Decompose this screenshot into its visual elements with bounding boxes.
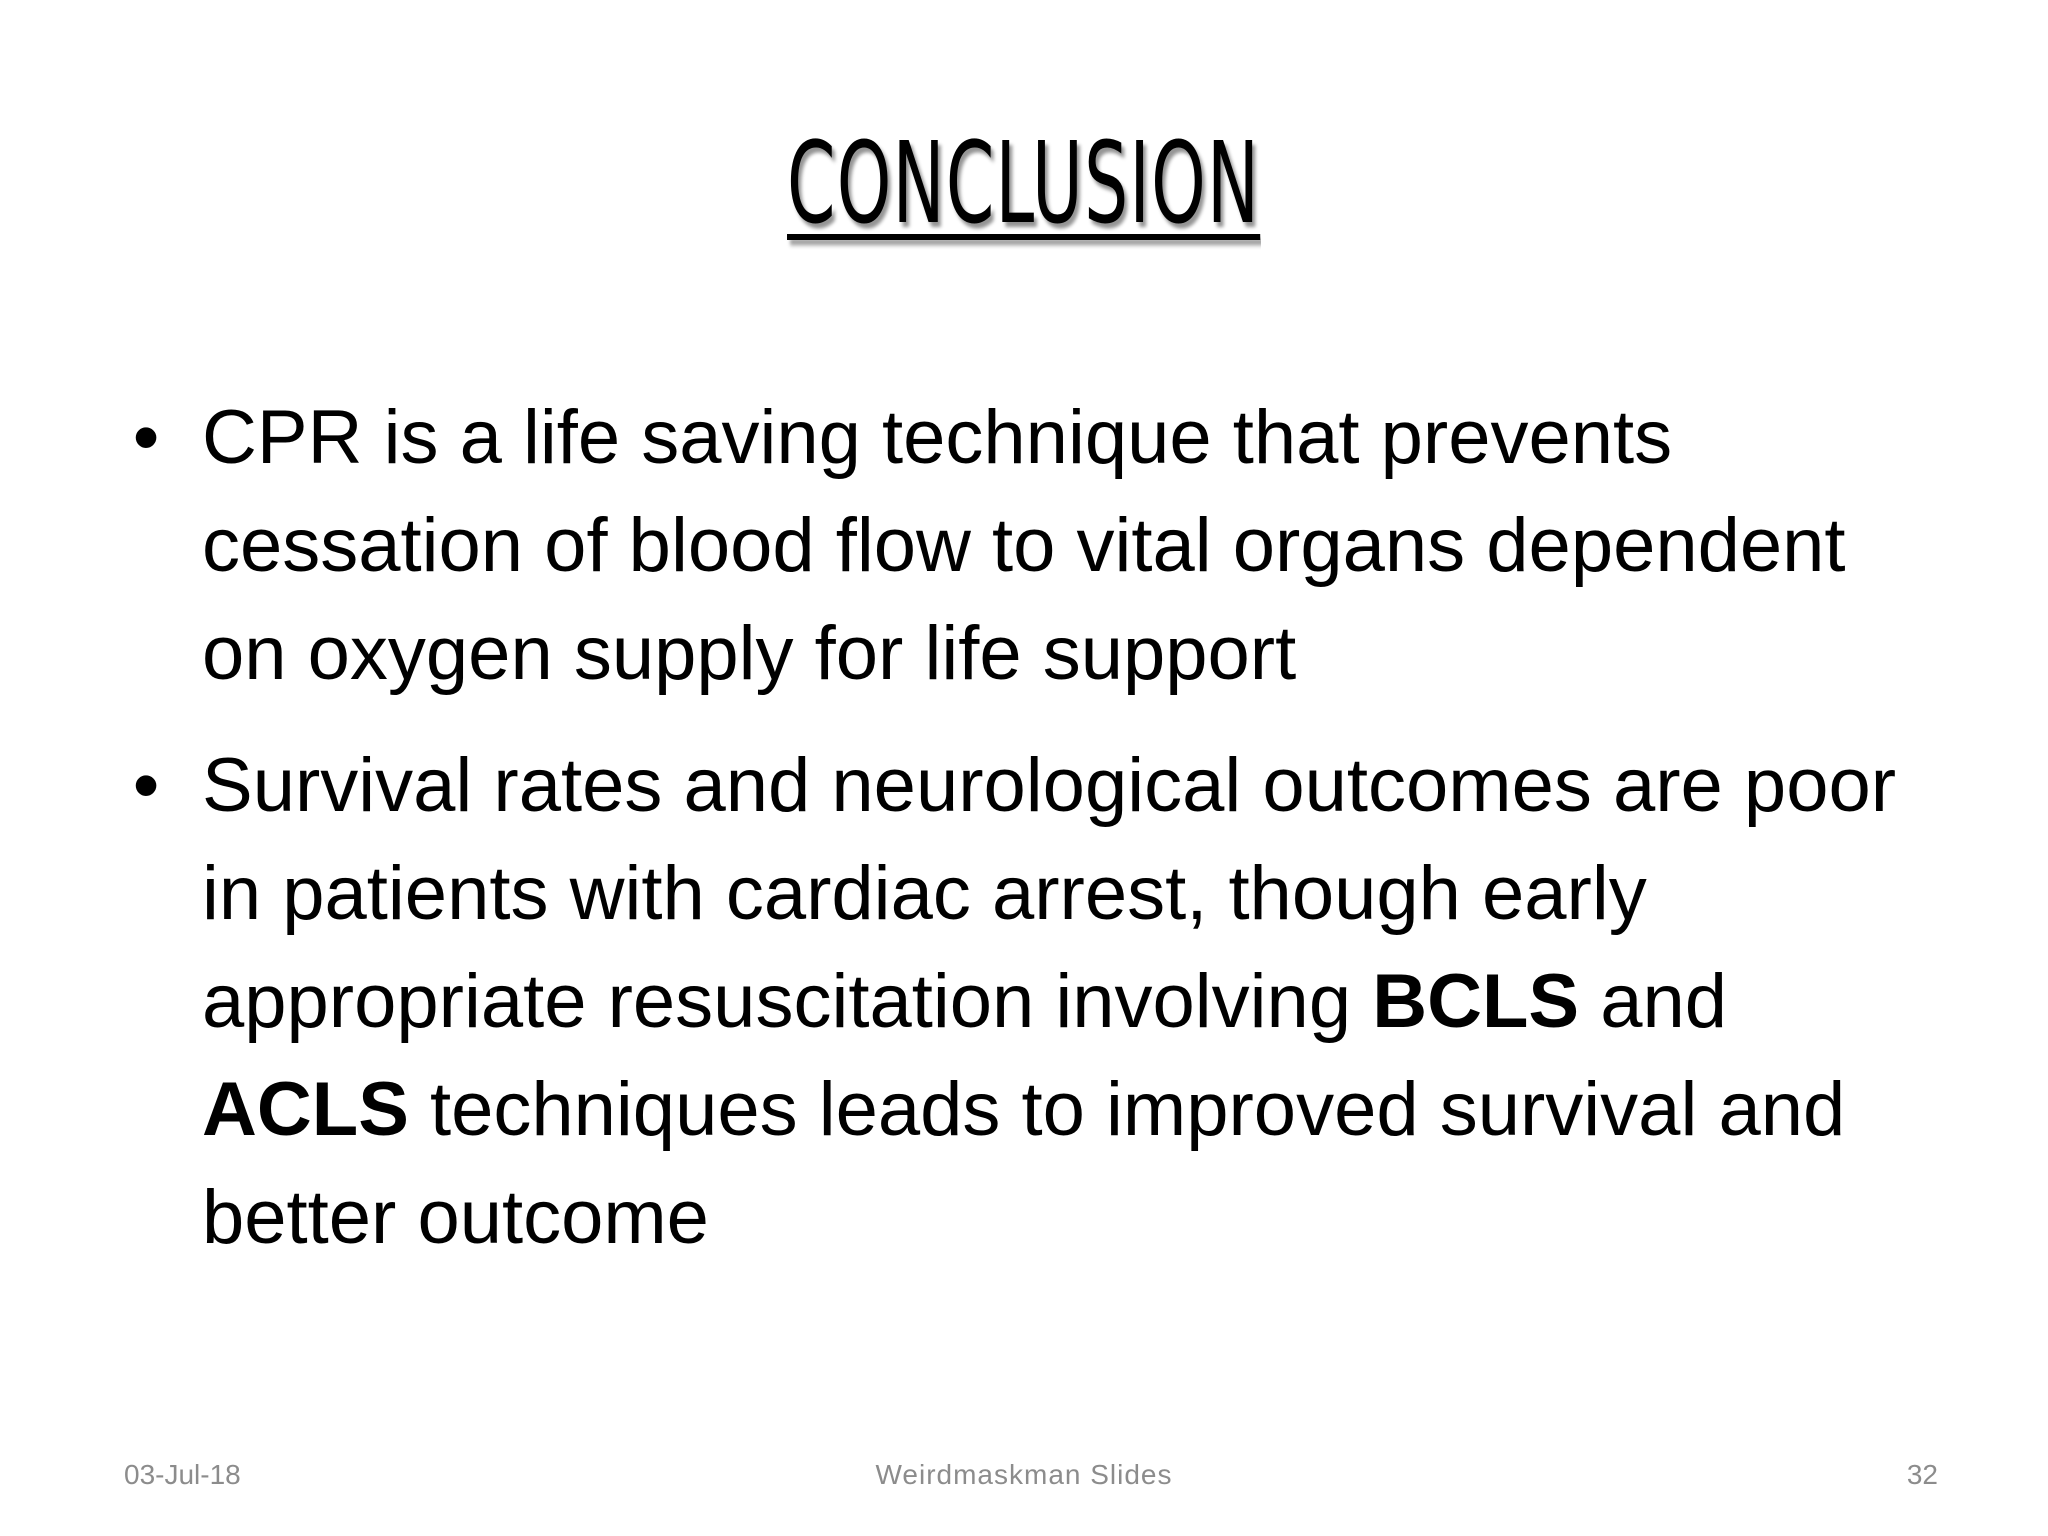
bullet-dot-icon: • (132, 743, 160, 828)
bullet-text-segment: techniques leads to improved survival and better outcome (202, 1067, 1846, 1260)
slide-title-text: CONCLUSION (787, 119, 1261, 249)
bullet-list (126, 384, 1946, 1296)
bullet-text-segment: Survival rates and neurological outcomes are poor in patients with cardiac arrest, though early appropriate resuscitation involving (202, 743, 1897, 1044)
footer-date: 03-Jul-18 (124, 1459, 241, 1490)
bullet-item (126, 732, 1946, 1272)
footer-page-number: 32 (1906, 1459, 1938, 1490)
acls-term: ACLS (202, 1067, 409, 1152)
bcls-term: BCLS (1372, 959, 1580, 1044)
bullet-text: CPR is a life saving technique that prevents cessation of blood flow to vital organs dependent on oxygen supply for life support (202, 395, 1846, 696)
slide-title (0, 119, 2048, 249)
bullet-item (126, 384, 1946, 708)
bullet-text (202, 743, 1896, 1260)
bullet-dot-icon: • (132, 395, 160, 480)
footer-title: Weirdmaskman Slides (875, 1459, 1173, 1490)
bullet-text-segment: and (1579, 959, 1728, 1044)
